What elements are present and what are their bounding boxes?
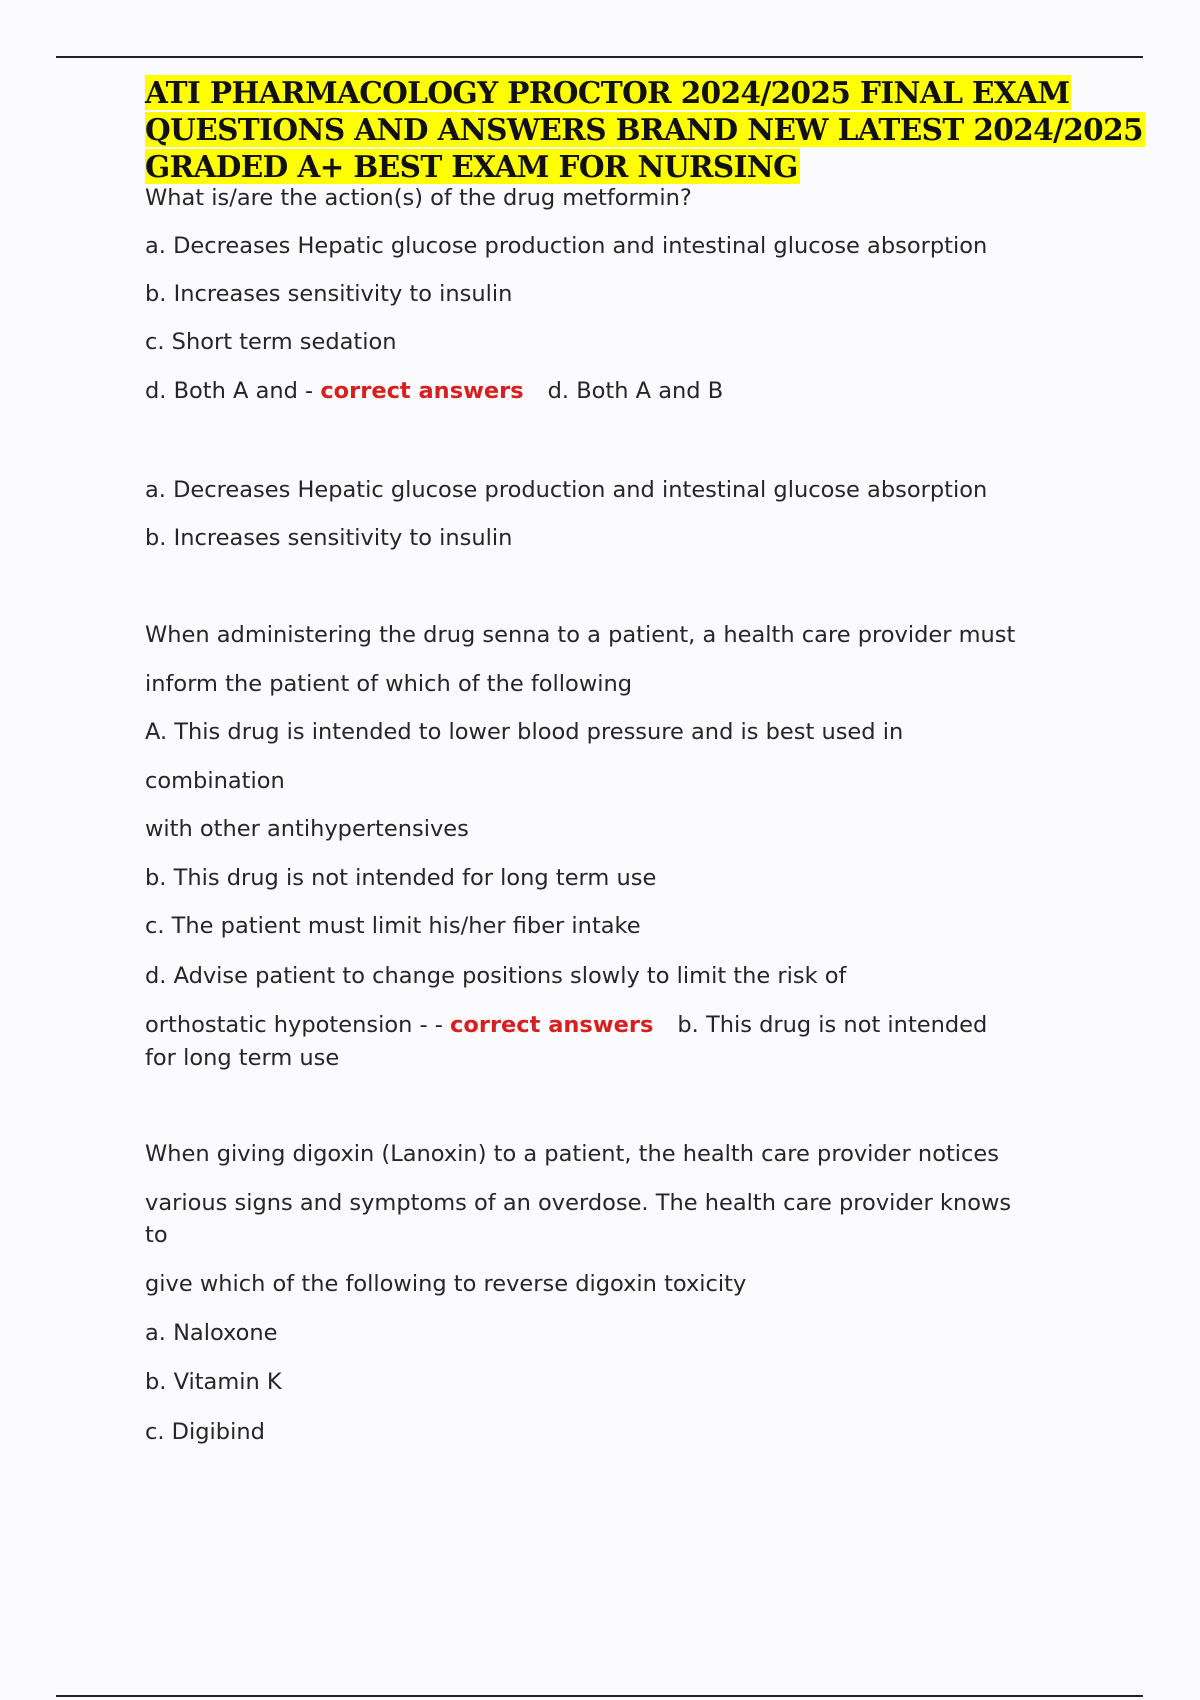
q2-option-a-line-3: with other antihypertensives: [145, 816, 469, 842]
header-rule: [56, 56, 1143, 58]
q1-option-c: c. Short term sedation: [145, 329, 397, 355]
q2-option-c: c. The patient must limit his/her fiber intake: [145, 913, 641, 939]
title-line-2: QUESTIONS AND ANSWERS BRAND NEW LATEST 2024/2025: [145, 112, 1143, 147]
q2-question-line-2: inform the patient of which of the following: [145, 671, 633, 697]
q3-question-line-1: When giving digoxin (Lanoxin) to a patient, the health care provider notices: [145, 1141, 999, 1167]
q3-option-c: c. Digibind: [145, 1419, 265, 1445]
correct-answers-label: correct answers: [320, 378, 524, 404]
q2-option-d-continued: [145, 1009, 1105, 1041]
q1-answer: d. Both A and B: [547, 378, 724, 404]
q2-option-d-text: orthostatic hypotension - -: [145, 1012, 443, 1038]
footer-rule: [56, 1695, 1143, 1697]
q1-option-b: b. Increases sensitivity to insulin: [145, 281, 513, 307]
q1-option-d-text: d. Both A and -: [145, 378, 314, 404]
q2-option-a-line-2: combination: [145, 768, 285, 794]
q1-answer-detail-a: a. Decreases Hepatic glucose production and intestinal glucose absorption: [145, 477, 988, 503]
q3-option-a: a. Naloxone: [145, 1320, 278, 1346]
q2-answer-line-2: for long term use: [145, 1045, 340, 1071]
q2-answer-line-1: b. This drug is not intended: [677, 1012, 988, 1038]
q3-question-line-2: various signs and symptoms of an overdose. The health care provider knows: [145, 1190, 1012, 1216]
q3-option-b: b. Vitamin K: [145, 1369, 282, 1395]
q1-option-a: a. Decreases Hepatic glucose production and intestinal glucose absorption: [145, 233, 988, 259]
document-title: [145, 74, 1145, 185]
q1-question: What is/are the action(s) of the drug metformin?: [145, 185, 692, 211]
q2-question-line-1: When administering the drug senna to a patient, a health care provider must: [145, 622, 1016, 648]
q2-option-d: d. Advise patient to change positions slowly to limit the risk of: [145, 963, 847, 989]
q2-option-a-line-1: A. This drug is intended to lower blood pressure and is best used in: [145, 719, 904, 745]
correct-answers-label: correct answers: [450, 1012, 654, 1038]
q2-option-b: b. This drug is not intended for long term use: [145, 865, 657, 891]
q3-question-line-4: give which of the following to reverse digoxin toxicity: [145, 1271, 747, 1297]
q3-question-line-3: to: [145, 1222, 168, 1248]
q1-option-d: [145, 375, 1105, 407]
title-line-3: GRADED A+ BEST EXAM FOR NURSING: [145, 149, 798, 184]
q1-answer-detail-b: b. Increases sensitivity to insulin: [145, 525, 513, 551]
title-line-1: ATI PHARMACOLOGY PROCTOR 2024/2025 FINAL EXAM: [145, 75, 1070, 110]
